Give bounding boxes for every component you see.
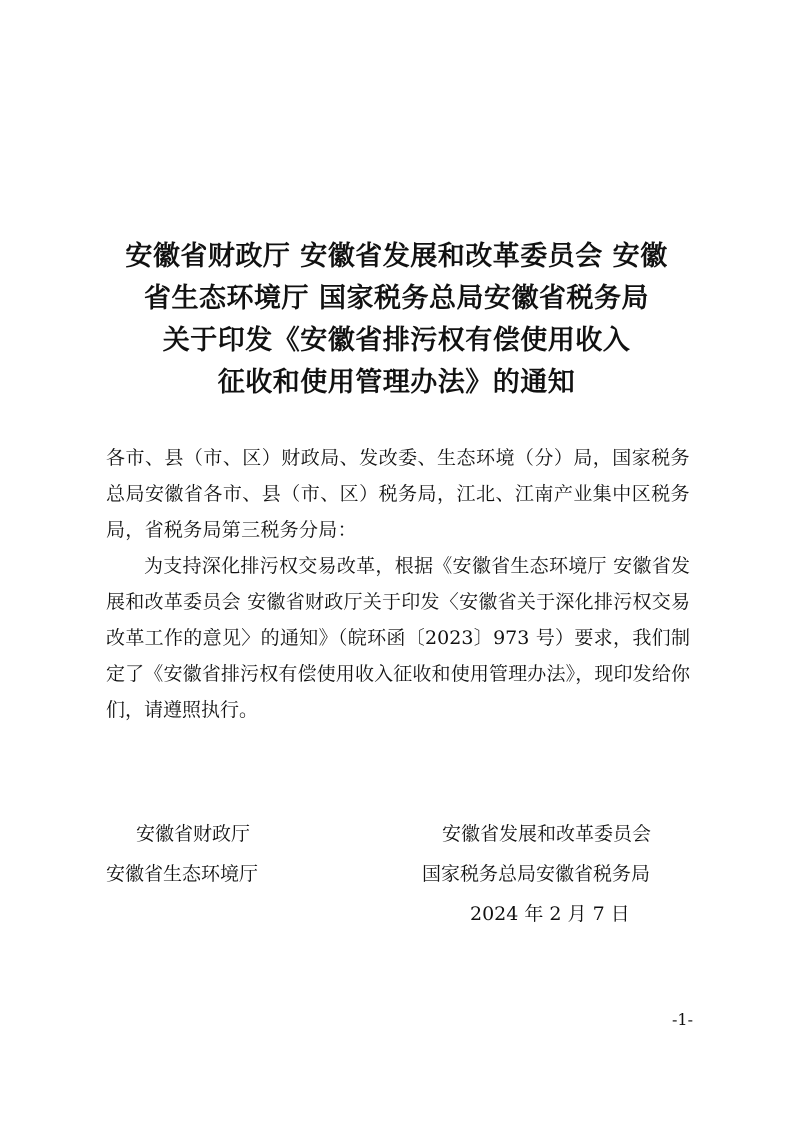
document-title bbox=[90, 236, 703, 404]
signature-tax-bureau: 国家税务总局安徽省税务局 bbox=[422, 863, 651, 885]
title-line-4: 征收和使用管理办法》的通知 bbox=[217, 367, 576, 398]
page-number: -1- bbox=[672, 1010, 693, 1029]
signature-finance-dept: 安徽省财政厅 bbox=[136, 823, 251, 845]
title-line-2: 省生态环境厅 国家税务总局安徽省税务局 bbox=[144, 283, 649, 314]
document-body bbox=[106, 440, 690, 728]
signature-date: 2024 年 2 月 7 日 bbox=[470, 903, 630, 925]
title-line-3: 关于印发《安徽省排污权有偿使用收入 bbox=[162, 325, 631, 356]
signature-ecology-environment-dept: 安徽省生态环境厅 bbox=[106, 863, 259, 885]
salutation-recipients: 各市、县（市、区）财政局、发改委、生态环境（分）局，国家税务总局安徽省各市、县（市、区）税务局，江北、江南产业集中区税务局，省税务局第三税务分局： bbox=[106, 447, 690, 541]
signature-development-reform-commission: 安徽省发展和改革委员会 bbox=[442, 823, 652, 845]
body-paragraph: 为支持深化排污权交易改革，根据《安徽省生态环境厅 安徽省发展和改革委员会 安徽省财政厅关于印发〈安徽省关于深化排污权交易改革工作的意见〉的通知》（皖环函〔2023〕973 号）要求，我们制定了《安徽省排污权有偿使用收入征收和使用管理办法》，现印发给你们，请遵照执行。 bbox=[106, 555, 690, 721]
title-line-1: 安徽省财政厅 安徽省发展和改革委员会 安徽 bbox=[125, 241, 668, 272]
